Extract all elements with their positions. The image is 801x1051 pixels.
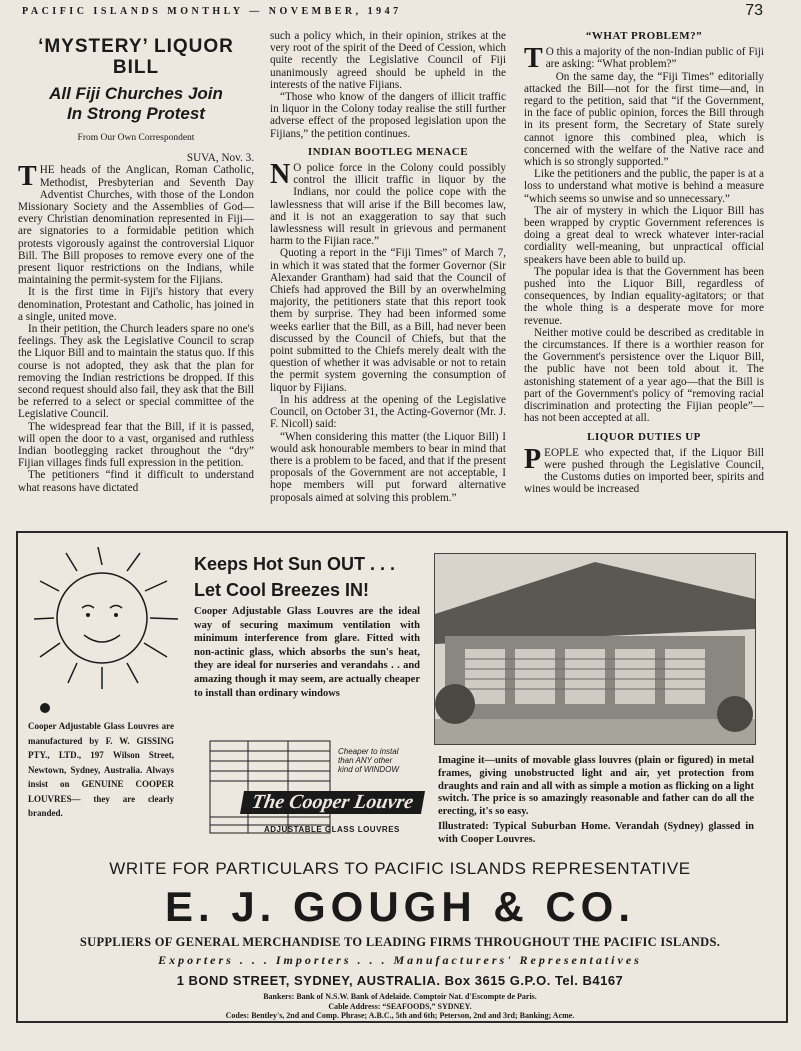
ad-blurb: Cooper Adjustable Glass Louvres are the ideal way of securing maximum ventilation with minimum interference from glare. Fitted with non-actinic glass, which absorbs the sun's heat, they are ideal for nurseries and verandahs . . and amazing though it may seem, are actually cheaper to install than ordinary windows [194, 606, 420, 699]
paragraph: “When considering this matter (the Liquor Bill) I would ask honourable members to bear in mind that there is a problem to be faced, and that if the present proposals of the Government are not acceptable, I hope members will put forward alternative proposals aimed at solving this problem.” [270, 430, 506, 504]
address-line: 1 BOND STREET, SYDNEY, AUSTRALIA. Box 3615 G.P.O. Tel. B4167 [176, 973, 624, 988]
dateline: SUVA, Nov. 3. [186, 152, 254, 165]
article-column-1 [18, 30, 254, 494]
paragraph: It is the first time in Fiji's history that every denomination, Protestant and Catholic, has joined in a single, united move. [18, 286, 254, 323]
headline: ‘MYSTERY’ LIQUOR BILL [38, 36, 234, 78]
paragraph: Quoting a report in the “Fiji Times” of March 7, in which it was stated that the former Governor (Sir Alexander Grantham) had said that the Council of Chiefs had approved the Bill by an overwhelming majority, the petitioners state that this report took them by surprise. They had been informed some weeks earlier that the Bill, as a Bill, had never been discussed by the Council of Chiefs, but that the point submitted to the Chiefs merely dealt with the question of whether it was advisable or not to retain the permit system governing the consumption of liquor by Fijians. [270, 247, 506, 394]
paragraph: T O this a majority of the non-Indian public of Fiji are asking: “What problem?” [524, 43, 764, 75]
bullet [40, 703, 50, 713]
manufacturer-note: Cooper Adjustable Glass Louvres are manufactured by F. W. GISSING PTY., LTD., 197 Wilson Street, Newtown, Sydney, Australia. Always insist on GENUINE COOPER LOUVRES— they are clearly branded. [28, 721, 174, 818]
suppliers-line: SUPPLIERS OF GENERAL MERCHANDISE TO LEADING FIRMS THROUGHOUT THE PACIFIC ISLANDS. [79, 935, 721, 949]
paragraph: THE heads of the Anglican, Roman Catholic, Methodist, Presbyterian and Seventh Day Adventist Churches, with those of the London Missionary Society and the Assemblies of God—every Christian denomination represented in Fiji—are signatories to a formidable petition which protests vigorously against the controversial Liquor Bill. The Bill proposes to remove every one of the present liquor restrictions on the Indians, while maintaining the permit-system for the Fijians. [18, 161, 254, 287]
paragraph: PEOPLE who expected that, if the Liquor Bill were pushed through the Legislative Council, the Customs duties on imported beer, spirits and wines would be increased [524, 443, 764, 496]
article-column-2 [270, 30, 506, 504]
section-heading: LIQUOR DUTIES UP [587, 430, 701, 443]
paragraph: In his address at the opening of the Legislative Council, on October 31, the Acting-Governor (Mr. J. F. Nicoll) said: [270, 393, 506, 431]
write-for-particulars: WRITE FOR PARTICULARS TO PACIFIC ISLANDS REPRESENTATIVE [109, 859, 691, 878]
paragraph: The air of mystery in which the Liquor Bill has been wrapped by cryptic Government references is doing a great deal to wreck whatever inter-racial cordiality well-meaning, but unpractical official speakers have been able to build up. [524, 204, 764, 266]
house-photo [434, 553, 756, 745]
section-heading: INDIAN BOOTLEG MENACE [307, 145, 469, 158]
drop-cap: T [18, 161, 37, 193]
paragraph: The widespread fear that the Bill, if it is passed, will open the door to a vast, organised and ruthless Indian bootlegging racket throughout the “dry” Fijian villages finds full expression in the petition. [18, 420, 254, 470]
article-column-3 [524, 30, 764, 496]
page-number: 73 [745, 2, 763, 19]
paragraph: The petitioners “find it difficult to understand what reasons have dictated [18, 469, 254, 494]
drop-cap: T [524, 43, 543, 75]
byline: From Our Own Correspondent [77, 133, 195, 143]
cooper-louvre-logo: The Cooper Louvre [240, 791, 425, 814]
paragraph: Like the petitioners and the public, the paper is at a loss to understand what motive is behind a measure “which seems so unwise and so unnecessary.” [524, 168, 764, 205]
paragraph: The popular idea is that the Government has been pushed into the Liquor Bill, regardless of consequences, by Indian equality-agitators; or that the whole thing is a desperate move for more revenue. [524, 265, 764, 327]
paragraph: In their petition, the Church leaders spare no one's feelings. They ask the Legislative Council to scrap the Liquor Bill and to maintain the status quo. If this course is not adopted, they ask that the plan for removing the Indian restrictions be dropped. If this second request should also fail, they ask that the Bill be referred to a select or special committee of the Legislative Council. [18, 323, 254, 421]
paragraph: N O police force in the Colony could possibly control the illicit traffic in liquor by the Indians, nor could the police cope with the lawlessness that will arise if the Bill becomes law, and it is not an exaggeration to say that such lawlessness will result in grievous and permanent harm to the Fijian race.” [270, 159, 506, 248]
drop-cap: P [524, 443, 542, 475]
advertisement [16, 531, 788, 1023]
section-heading: “WHAT PROBLEM?” [585, 30, 703, 42]
running-head: PACIFIC ISLANDS MONTHLY — NOVEMBER, 1947 [22, 6, 402, 17]
paragraph: “Those who know of the dangers of illicit traffic in liquor in the Colony today realise the still further adverse effect of the proposed legislation upon the Fijians,” the petition continues. [270, 91, 506, 140]
cheaper-note: Cheaper to instal than ANY other kind of WINDOW [338, 747, 399, 774]
exporters-line: Exporters . . . Importers . . . Manufacturers' Representatives [158, 953, 642, 967]
fine-print: Bankers: Bank of N.S.W. Bank of Adelaide. Comptoir Nat. d'Escompte de Paris. Cable Address: “SEAFOODS,” SYDNEY. Codes: Bentley's, 2nd and Comp. Phrase; A.B.C., 5th and 6th; Peterson, 2nd and 3rd; Banking; Acme. [225, 992, 575, 1020]
sun-face-illustration [32, 543, 182, 693]
subheadline: All Fiji Churches Join In Strong Protest [49, 84, 223, 123]
paragraph: Neither motive could be described as creditable in the circumstances. If there is a worthier reason for the Government's persistence over the Liquor Bill, the public have not been told about it. The astonishing statement of a year ago—that the Bill is part of the Government's policy of “removing racial discrimination and protecting the Fijian people”—has not been accepted at all. [524, 326, 764, 425]
paragraph: On the same day, the “Fiji Times” editorially attacked the Bill—not for the first time—and, in regard to the petition, said that “if the Government, in the face of public opinion, forces the Bill through in its present form, the Secretary of State surely cannot ignore this combined plea, which is concerned with the welfare of the Native race and which is so strongly supported.” [524, 70, 764, 169]
ad-headline: Keeps Hot Sun OUT . . . Let Cool Breezes IN! [194, 554, 396, 600]
logo-label: ADJUSTABLE GLASS LOUVRES [264, 825, 400, 834]
company-name: E. J. GOUGH & CO. [164, 883, 636, 930]
paragraph: such a policy which, in their opinion, strikes at the very root of the spirit of the Deed of Cession, which quite recently the Legislative Council of Fiji unanimously agreed should be upheld in the interests of the native Fijians. [270, 30, 506, 91]
photo-caption: Imagine it—units of movable glass louvres (plain or figured) in metal frames, giving unobstructed light and air, yet protection from draughts and rain and all with as simple a motion as flicking on a light switch. The price is so amazingly reasonable and father can do all the erecting, it's so easy. Illustrated: Typical Suburban Home. Verandah (Sydney) glassed in with Cooper Louvres. [438, 755, 754, 845]
drop-cap: N [270, 159, 291, 191]
